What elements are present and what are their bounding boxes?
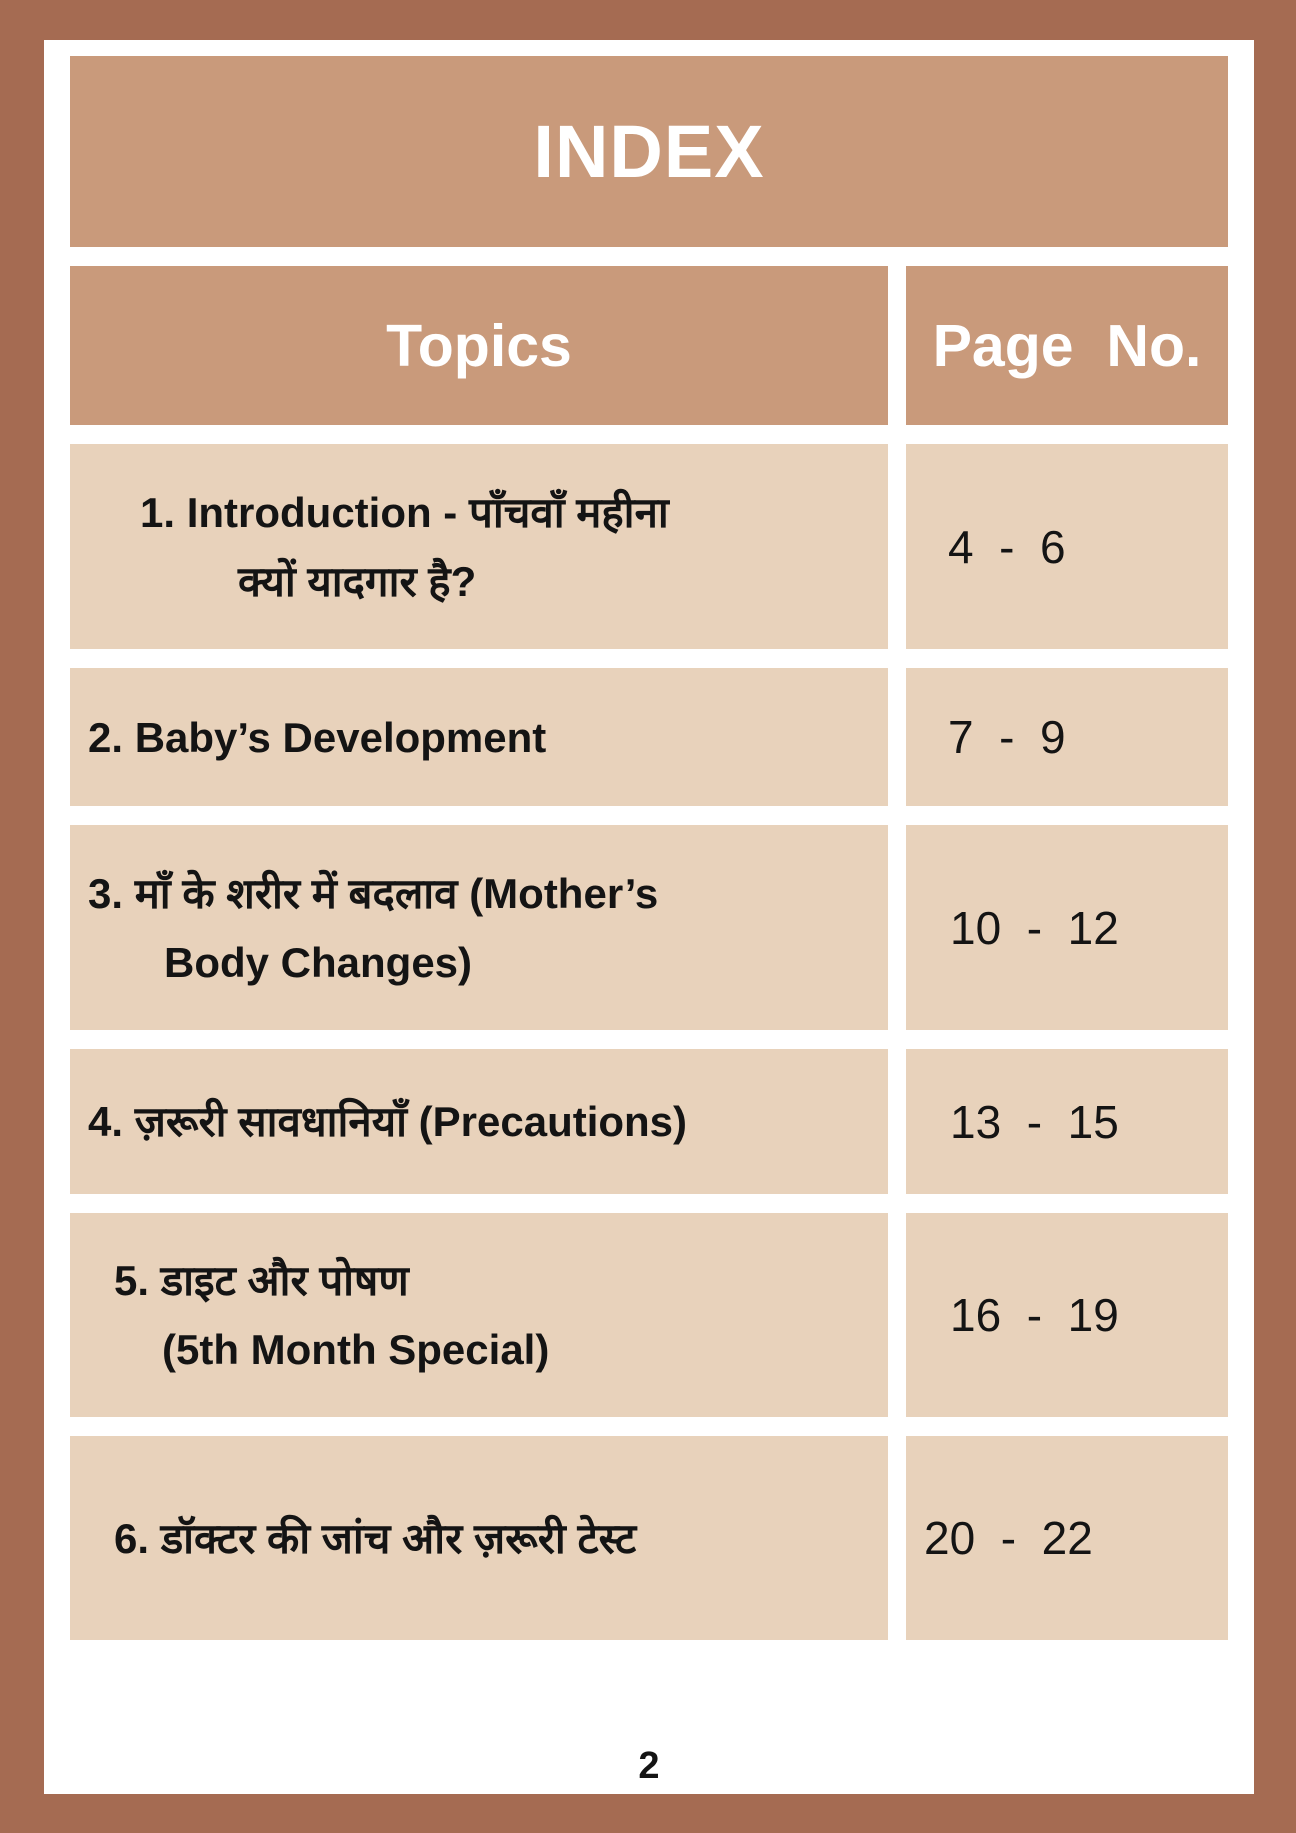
page-title: INDEX [533,110,765,193]
topic-entry-4: 4. ज़रूरी सावधानियाँ (Precautions) [88,1098,688,1145]
topic-line-1: 5. डाइट और पोषण [114,1257,409,1304]
page-number: 2 [638,1745,660,1787]
page-range-4: 13 - 15 [950,1095,1119,1148]
topic-entry-2: 2. Baby’s Development [88,713,547,761]
page-no-header-label: Page No. [932,312,1202,379]
topics-header [70,266,888,425]
pages-cell-6 [906,1436,1228,1640]
topic-entry-5 [114,1246,549,1384]
topic-cell-2 [70,668,888,806]
page-range-1: 4 - 6 [948,520,1066,573]
topic-entry-6: 6. डॉक्टर की जांच और ज़रूरी टेस्ट [114,1514,637,1562]
pages-cell-3 [906,825,1228,1030]
topics-header-label: Topics [386,312,572,379]
page-range-2: 7 - 9 [948,711,1066,763]
title-band [70,56,1228,247]
topic-cell-6 [70,1436,888,1640]
topic-line-2: क्यों यादगार है? [238,557,477,605]
page-range-3: 10 - 12 [950,901,1119,954]
topic-cell-5 [70,1213,888,1417]
pages-cell-5 [906,1213,1228,1417]
topic-line-1: 3. माँ के शरीर में बदलाव (Mother’s [88,869,659,917]
topic-entry-1 [140,478,669,616]
page-no-header [906,266,1228,425]
topic-cell-4 [70,1049,888,1194]
pages-cell-1 [906,444,1228,649]
topic-entry-3 [88,859,658,997]
index-page [44,40,1254,1794]
topic-line-1: 1. Introduction - पाँचवाँ महीना [140,488,669,536]
pages-cell-2 [906,668,1228,806]
page-range-5: 16 - 19 [950,1289,1119,1341]
topic-cell-1 [70,444,888,649]
topic-line-2: Body Changes) [164,938,473,986]
pages-cell-4 [906,1049,1228,1194]
page-range-6: 20 - 22 [924,1512,1093,1564]
topic-line-2: (5th Month Special) [162,1326,550,1373]
topic-cell-3 [70,825,888,1030]
